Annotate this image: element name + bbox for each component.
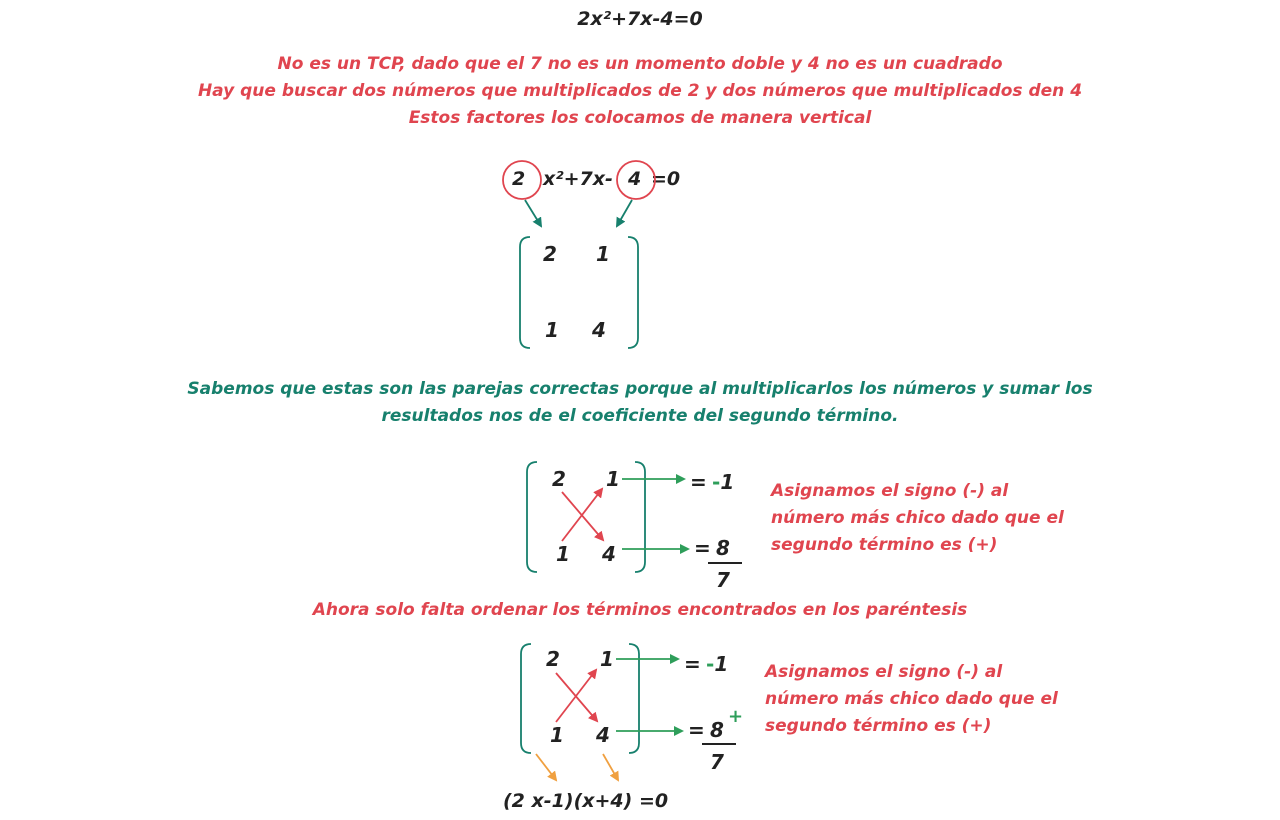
step1-top-right: 1 xyxy=(606,467,620,491)
arrow-coef-c-down xyxy=(617,200,632,226)
step1-explanation-line2: número más chico dado que el xyxy=(771,508,1064,528)
step2-result-bottom-sign: + xyxy=(728,706,744,727)
step1-result-bottom-eq: = xyxy=(694,536,711,560)
circled-coef-c: 4 xyxy=(628,168,642,190)
final-factored-equation: (2 x-1)(x+4) =0 xyxy=(503,790,669,812)
step2-sum: 7 xyxy=(710,750,724,774)
matrix1-right-bracket xyxy=(628,237,638,348)
circled-equation-tail: =0 xyxy=(651,168,681,190)
matrix1-left-bracket xyxy=(520,237,530,348)
step2-left-bracket xyxy=(521,644,531,753)
step1-bottom-right: 4 xyxy=(602,542,616,566)
step2-right-bracket xyxy=(629,644,639,753)
circled-equation-middle: x²+7x- xyxy=(543,168,613,190)
arrow-coef-a-down xyxy=(525,200,541,226)
note-correct-pairs-line1: Sabemos que estas son las parejas correctas porque al multiplicarlos los números y sumar los xyxy=(187,379,1093,399)
step2-result-top-value: -1 xyxy=(706,652,729,676)
step2-top-left: 2 xyxy=(546,647,560,671)
circled-coef-a: 2 xyxy=(512,168,526,190)
step1-explanation-line1: Asignamos el signo (-) al xyxy=(771,481,1009,501)
step2-bottom-right: 4 xyxy=(596,723,610,747)
step1-result-top-value: -1 xyxy=(712,470,735,494)
note-vertical: Estos factores los colocamos de manera vertical xyxy=(408,108,872,128)
note-correct-pairs-line2: resultados nos de el coeficiente del segundo término. xyxy=(381,406,899,426)
step1-left-bracket xyxy=(527,462,537,572)
step2-explanation-line2: número más chico dado que el xyxy=(765,689,1058,709)
step2-explanation-line3: segundo término es (+) xyxy=(765,716,992,736)
step2-result-bottom-value: 8 xyxy=(710,718,724,742)
circle-coef-c xyxy=(617,161,655,199)
matrix1-top-right: 1 xyxy=(596,242,610,266)
step2-result-top-eq: = xyxy=(684,652,701,676)
step1-top-left: 2 xyxy=(552,467,566,491)
step1-bottom-left: 1 xyxy=(556,542,570,566)
step1-explanation-line3: segundo término es (+) xyxy=(771,535,998,555)
step1-result-bottom-value: 8 xyxy=(716,536,730,560)
final-arrow-right xyxy=(603,754,618,780)
matrix1-top-left: 2 xyxy=(543,242,557,266)
matrix1-bottom-right: 4 xyxy=(592,318,606,342)
note-find-numbers: Hay que buscar dos números que multiplicados de 2 y dos números que multiplicados den 4 xyxy=(197,81,1083,101)
step2-result-bottom-eq: = xyxy=(688,718,705,742)
step2-explanation-line1: Asignamos el signo (-) al xyxy=(765,662,1003,682)
matrix1-bottom-left: 1 xyxy=(545,318,559,342)
final-arrow-left xyxy=(536,754,556,780)
equation-title: 2x²+7x-4=0 xyxy=(577,8,703,30)
step2-bottom-left: 1 xyxy=(550,723,564,747)
step2-top-right: 1 xyxy=(600,647,614,671)
circle-coef-a xyxy=(503,161,541,199)
note-not-tcp: No es un TCP, dado que el 7 no es un momento doble y 4 no es un cuadrado xyxy=(277,54,1003,74)
step1-sum: 7 xyxy=(716,568,730,592)
step1-result-top-eq: = xyxy=(690,470,707,494)
note-order-terms: Ahora solo falta ordenar los términos encontrados en los paréntesis xyxy=(312,600,968,620)
